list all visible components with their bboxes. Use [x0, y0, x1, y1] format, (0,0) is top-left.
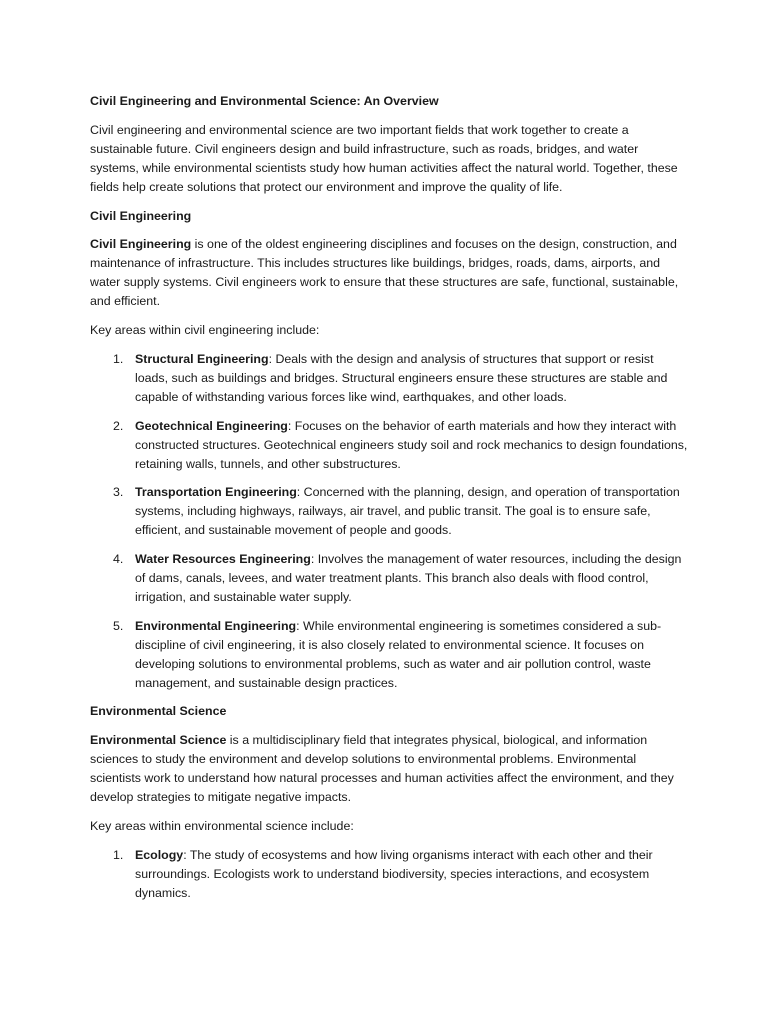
intro-paragraph: Civil engineering and environmental science are two important fields that work together to create a sustainable future. Civil engineers design and build infrastructure, such as roads, bridges, and water systems, while environmental scientists study how human activities affect the natural world. Together, these fields help create solutions that protect our environment and improve the quality of life. [90, 122, 678, 194]
list-item-term: Geotechnical Engineering [135, 418, 288, 433]
list-item-number: 1. [113, 351, 124, 366]
document-title: Civil Engineering and Environmental Science: An Overview [90, 94, 439, 108]
civil-key-areas-intro: Key areas within civil engineering include: [90, 323, 320, 338]
civil-engineering-text: is one of the oldest engineering disciplines and focuses on the design, construction, and maintenance of infrastructure. This includes structures like buildings, bridges, roads, dams, airports, and water supply systems. Civil engineers work to ensure that these structures are safe, functional, sustainable, and efficient. [90, 237, 679, 309]
environmental-science-description [90, 731, 690, 807]
civil-engineering-heading: Civil Engineering [90, 208, 192, 223]
document-page [90, 92, 690, 913]
list-item-term: Ecology [135, 847, 184, 862]
list-item [90, 550, 690, 607]
list-item-text: : The study of ecosystems and how living organisms interact with each other and their surroundings. Ecologists work to understand biodiversity, species interactions, and ecosystem dynamics. [135, 847, 653, 900]
list-item [90, 617, 690, 693]
list-item-term: Structural Engineering [135, 351, 269, 366]
list-item-text: : Involves the management of water resources, including the design of dams, canals, levees, and water treatment plants. This branch also deals with flood control, irrigation, and sustainable water supply. [135, 552, 682, 604]
list-item-number: 3. [113, 485, 124, 500]
list-item [90, 417, 690, 474]
env-key-areas-list [90, 846, 690, 903]
list-item-text: : While environmental engineering is sometimes considered a sub-discipline of civil engineering, it is also closely related to environmental science. It focuses on developing solutions to environmental problems, such as water and air pollution control, waste management, and sustainable design practices. [135, 618, 662, 690]
list-item-term: Water Resources Engineering [135, 552, 311, 567]
env-key-areas-intro: Key areas within environmental science include: [90, 819, 354, 833]
list-item-term: Transportation Engineering [135, 485, 297, 500]
environmental-science-text: is a multidisciplinary field that integrates physical, biological, and information sciences to study the environment and develop solutions to environmental problems. Environmental scientists work to understand how natural processes and human activities affect the environment, and they develop strategies to mitigate negative impacts. [90, 733, 674, 805]
list-item-number: 2. [113, 418, 124, 433]
list-item-text: : Focuses on the behavior of earth materials and how they interact with constructed structures. Geotechnical engineers study soil and rock mechanics to design foundations, retaining walls, tunnels, and other substructures. [135, 418, 688, 471]
list-item [90, 350, 690, 407]
list-item-term: Environmental Engineering [135, 618, 297, 633]
list-item-number: 1. [113, 847, 124, 862]
list-item-text: : Deals with the design and analysis of structures that support or resist loads, such as buildings and bridges. Structural engineers ensure these structures are stable and capable of withstanding various forces like wind, earthquakes, and other loads. [135, 351, 668, 404]
list-item-number: 5. [113, 618, 124, 633]
civil-engineering-description [90, 235, 690, 311]
list-item [90, 846, 690, 903]
environmental-science-term: Environmental Science [90, 733, 227, 748]
environmental-science-heading: Environmental Science [90, 704, 227, 719]
civil-engineering-term: Civil Engineering [90, 237, 192, 252]
list-item-text: : Concerned with the planning, design, and operation of transportation systems, including highways, railways, air travel, and public transit. The goal is to ensure safe, efficient, and sustainable movement of people and goods. [135, 485, 680, 538]
civil-key-areas-list [90, 350, 690, 693]
list-item-number: 4. [113, 552, 124, 567]
list-item [90, 483, 690, 540]
